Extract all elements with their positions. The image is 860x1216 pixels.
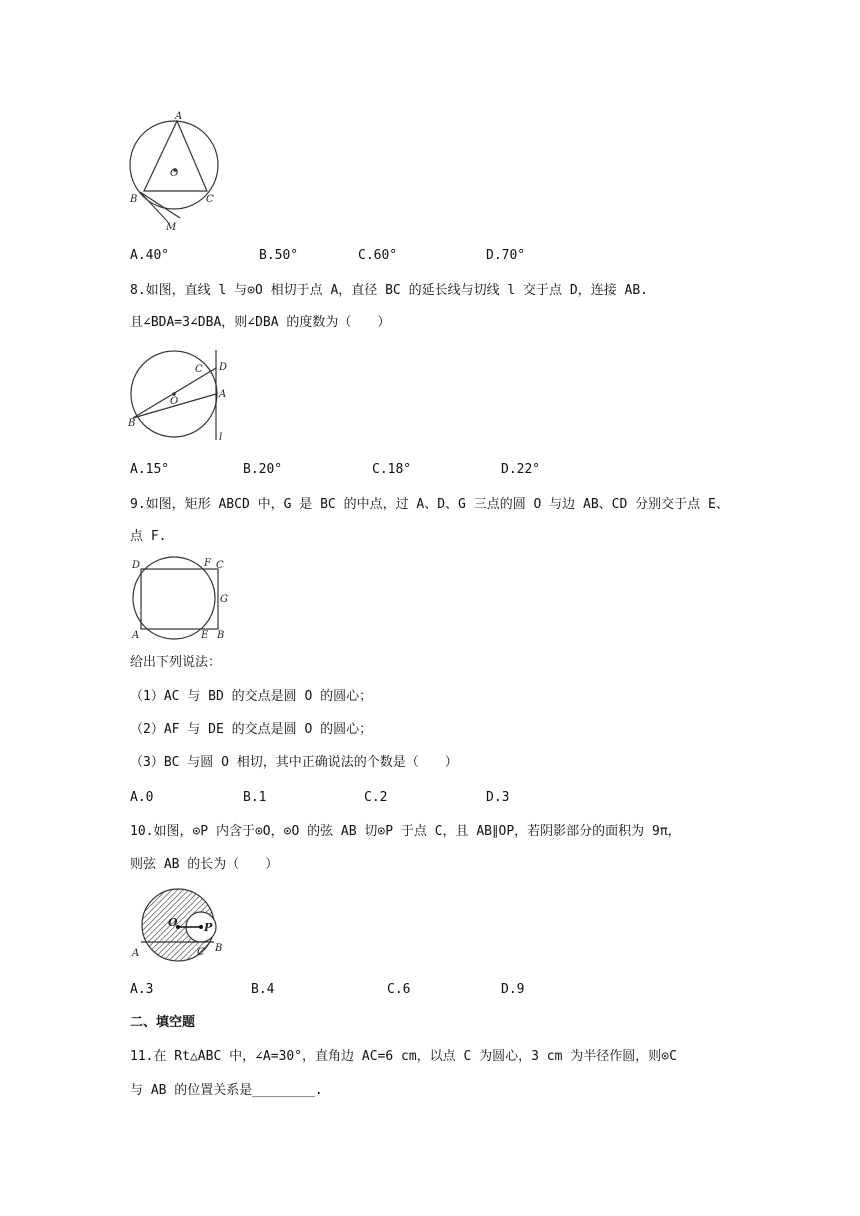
q10-stem-line2: 则弦 AB 的长为（ ）: [130, 857, 279, 872]
q10-label-p: P: [204, 921, 213, 934]
q9-option-c: C.2: [364, 790, 388, 805]
q9-label-d: D: [132, 560, 141, 571]
q8-figure: [128, 348, 232, 444]
q8-label-o: O: [170, 396, 179, 407]
q9-label-c: C: [216, 560, 224, 571]
q7-option-c: C.60°: [358, 248, 398, 263]
q9-statement-2: （2）AF 与 DE 的交点是圆 O 的圆心；: [130, 722, 373, 737]
q9-statement-3: （3）BC 与圆 O 相切，其中正确说法的个数是（ ）: [130, 755, 458, 770]
q9-stem-line1: 9.如图，矩形 ABCD 中，G 是 BC 的中点，过 A、D、G 三点的圆 O 与边 AB、CD 分别交于点 E、: [130, 497, 729, 512]
q8-option-c: C.18°: [372, 462, 412, 477]
q8-label-b: B: [128, 418, 136, 429]
q7-option-b: B.50°: [259, 248, 299, 263]
q9-option-d: D.3: [486, 790, 510, 805]
q11-stem-line1: 11.在 Rt△ABC 中，∠A=30°，直角边 AC=6 cm，以点 C 为圆心，3 cm 为半径作圆，则⊙C: [130, 1049, 677, 1064]
q7-label-a: A: [175, 111, 183, 122]
q9-label-a: A: [132, 630, 140, 640]
q7-label-m: M: [166, 222, 177, 233]
q8-stem-line2: 且∠BDA=3∠DBA，则∠DBA 的度数为（ ）: [130, 315, 391, 330]
q10-stem-line1: 10.如图，⊙P 内含于⊙O，⊙O 的弦 AB 切⊙P 于点 C，且 AB∥OP，若阴影部分的面积为 9π，: [130, 824, 681, 839]
q8-option-a: A.15°: [130, 462, 170, 477]
q9-label-f: F: [204, 558, 211, 569]
q10-figure: [128, 888, 232, 962]
q10-label-o: O: [168, 916, 178, 929]
q8-label-l: l: [219, 432, 223, 443]
q8-label-c: C: [195, 364, 203, 375]
q8-option-d: D.22°: [501, 462, 541, 477]
section-title-fill-in-the-blank: 二、填空题: [130, 1015, 196, 1030]
q9-stem-line2: 点 F.: [130, 529, 167, 544]
q7-label-b: B: [130, 194, 138, 205]
q9-label-e: E: [201, 630, 209, 640]
q7-figure: [128, 110, 220, 234]
q10-label-c: C: [197, 947, 205, 958]
q7-option-d: D.70°: [486, 248, 526, 263]
q9-figure: [128, 556, 232, 640]
q9-label-b: B: [217, 630, 225, 640]
q7-label-c: C: [206, 194, 214, 205]
q9-rectangle: [141, 569, 218, 629]
q9-option-a: A.0: [130, 790, 154, 805]
q10-option-d: D.9: [501, 982, 525, 997]
q10-option-b: B.4: [251, 982, 275, 997]
q9-option-b: B.1: [243, 790, 267, 805]
q10-option-a: A.3: [130, 982, 154, 997]
q7-label-o: O: [170, 168, 179, 179]
q11-stem-line2: 与 AB 的位置关系是________.: [130, 1083, 323, 1098]
q9-label-g: G: [220, 594, 228, 605]
q7-triangle: [144, 121, 207, 191]
q8-label-d: D: [219, 362, 228, 373]
q8-option-b: B.20°: [243, 462, 283, 477]
q9-intro: 给出下列说法：: [130, 655, 222, 670]
q10-label-b: B: [215, 943, 223, 954]
q8-label-a: A: [219, 389, 227, 400]
q10-option-c: C.6: [387, 982, 411, 997]
q9-statement-1: （1）AC 与 BD 的交点是圆 O 的圆心；: [130, 689, 373, 704]
q10-label-a: A: [132, 948, 140, 959]
q7-option-a: A.40°: [130, 248, 170, 263]
q8-stem-line1: 8.如图，直线 l 与⊙O 相切于点 A，直径 BC 的延长线与切线 l 交于点 D，连接 AB.: [130, 283, 649, 298]
